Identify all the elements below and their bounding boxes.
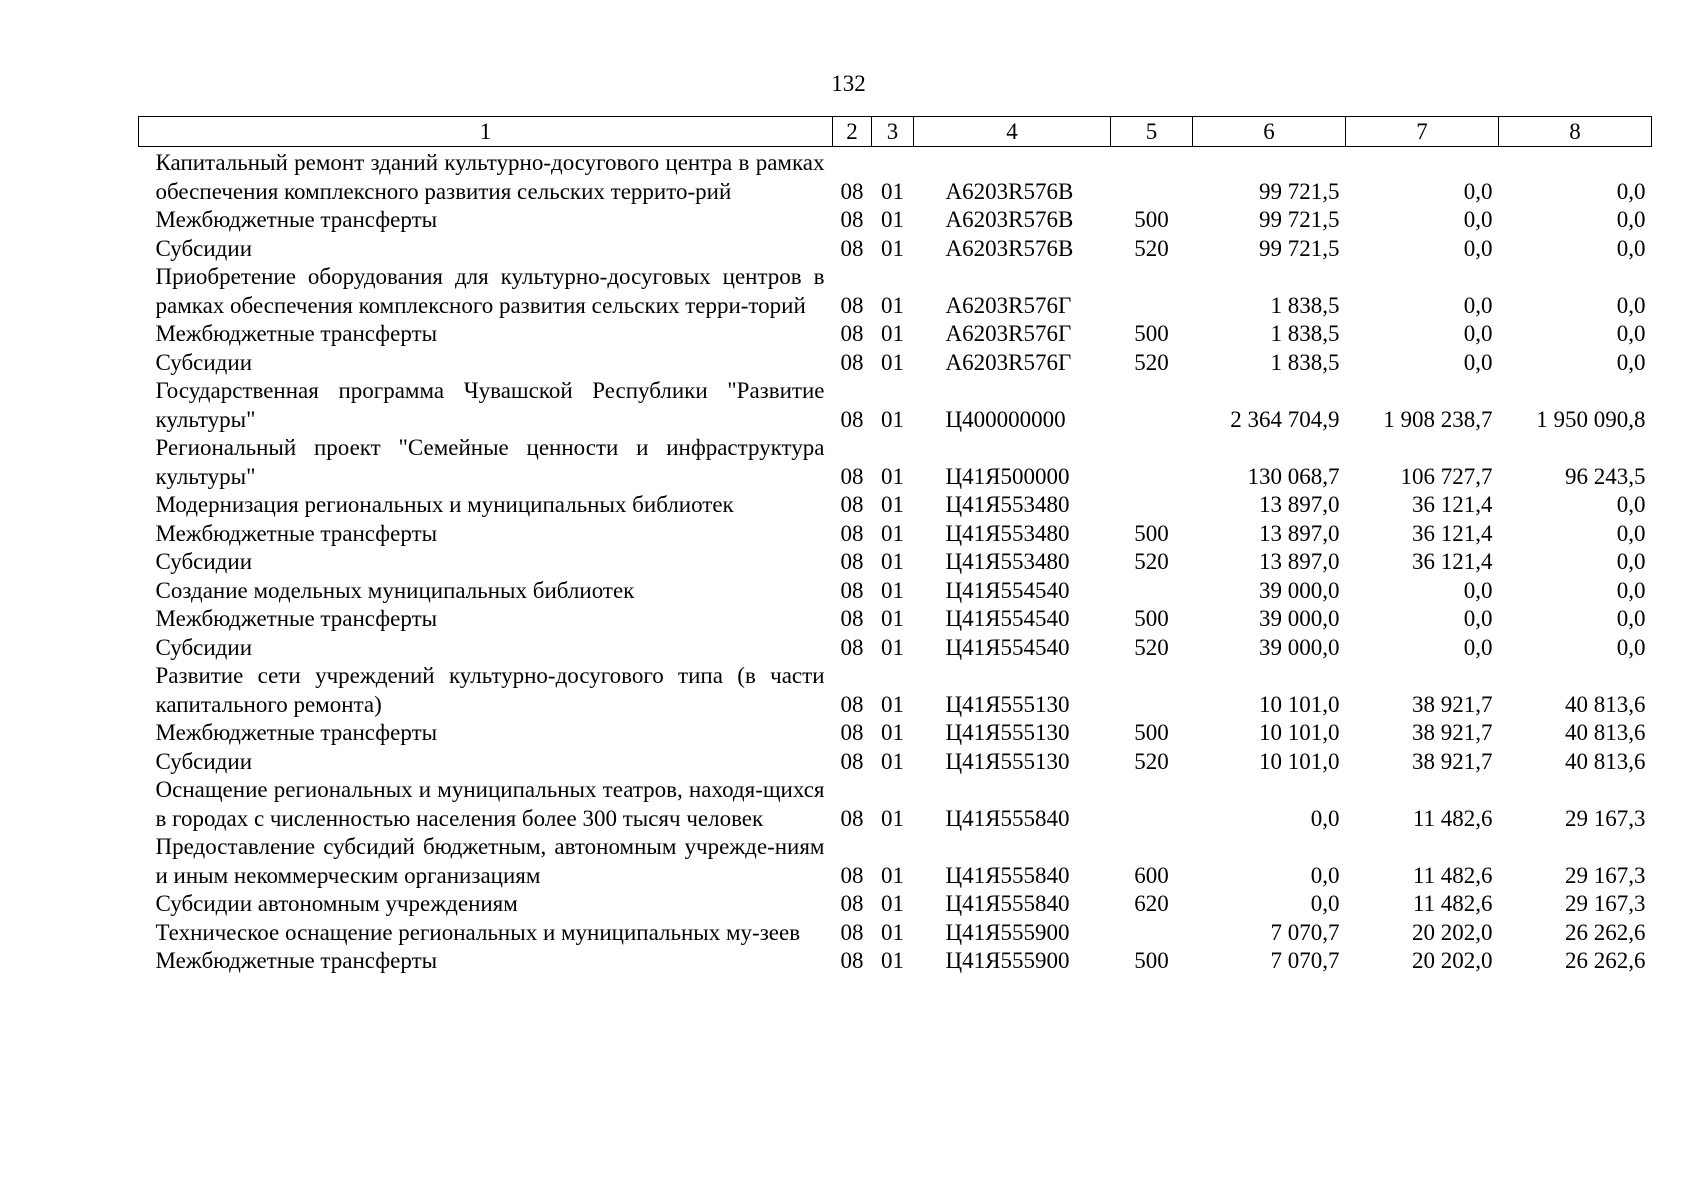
amount-col-7: 11 482,6	[1412, 862, 1493, 888]
section-code: 08	[840, 891, 864, 916]
row-name: Субсидии	[155, 235, 253, 261]
row-name: Межбюджетные трансферты	[155, 948, 438, 973]
section-code: 08	[840, 862, 864, 888]
row-name: Приобретение оборудования для культурно-досуговых центров в рамках обеспечения комплексного развития сельских терри-торий	[155, 264, 825, 318]
column-header-2: 2	[833, 117, 872, 147]
section-code: 08	[840, 520, 864, 546]
section-code: 08	[840, 321, 864, 346]
amount-col-6: 13 897,0	[1259, 520, 1340, 546]
amount-col-8: 29 167,3	[1565, 891, 1646, 916]
section-code: 08	[840, 463, 864, 489]
amount-col-7: 36 121,4	[1412, 549, 1493, 574]
target-article-code: Ц41Я555840	[945, 805, 1070, 831]
amount-col-6: 130 068,7	[1247, 463, 1340, 489]
row-name: Техническое оснащение региональных и муниципальных му-зеев	[155, 919, 801, 945]
subsection-code: 01	[881, 891, 904, 916]
row-name: Субсидии	[155, 634, 253, 660]
amount-col-6: 7 070,7	[1270, 919, 1340, 945]
amount-col-6: 1 838,5	[1270, 321, 1340, 346]
target-article-code: Ц41Я553480	[945, 492, 1070, 517]
section-code: 08	[840, 406, 864, 432]
table-row	[139, 919, 1652, 948]
amount-col-7: 38 921,7	[1412, 748, 1493, 774]
amount-col-8: 0,0	[1616, 606, 1646, 631]
amount-col-7: 0,0	[1463, 634, 1493, 660]
subsection-code: 01	[881, 948, 904, 973]
subsection-code: 01	[881, 577, 904, 603]
amount-col-6: 99 721,5	[1259, 235, 1340, 261]
subsection-code: 01	[881, 463, 904, 489]
target-article-code: А6203R576В	[945, 178, 1074, 204]
row-name: Межбюджетные трансферты	[155, 606, 438, 631]
amount-col-8: 96 243,5	[1565, 463, 1646, 489]
amount-col-7: 11 482,6	[1412, 891, 1493, 916]
amount-col-6: 13 897,0	[1259, 549, 1340, 574]
section-code: 08	[840, 577, 864, 603]
target-article-code: Ц41Я553480	[945, 549, 1070, 574]
amount-col-7: 11 482,6	[1412, 805, 1493, 831]
subsection-code: 01	[881, 520, 904, 546]
row-name: Межбюджетные трансферты	[155, 207, 438, 232]
subsection-code: 01	[881, 406, 904, 432]
page-number: 132	[831, 71, 866, 96]
amount-col-7: 36 121,4	[1412, 492, 1493, 517]
expense-type-code: 500	[1134, 520, 1169, 546]
expense-type-code: 500	[1134, 606, 1169, 631]
row-name: Предоставление субсидий бюджетным, автономным учрежде-ниям и иным некоммерческим организациям	[155, 834, 825, 888]
amount-col-7: 0,0	[1463, 321, 1493, 346]
amount-col-8: 40 813,6	[1565, 691, 1646, 717]
amount-col-8: 26 262,6	[1565, 948, 1646, 973]
amount-col-7: 0,0	[1463, 207, 1493, 232]
table-row	[139, 662, 1652, 719]
amount-col-6: 39 000,0	[1259, 577, 1340, 603]
expense-type-code: 520	[1134, 349, 1169, 375]
table-row	[139, 548, 1652, 577]
target-article-code: А6203R576Г	[945, 321, 1072, 346]
column-header-8: 8	[1499, 117, 1652, 147]
amount-col-7: 36 121,4	[1412, 520, 1493, 546]
row-name: Субсидии	[155, 748, 253, 774]
target-article-code: Ц41Я555840	[945, 862, 1070, 888]
row-name: Субсидии	[155, 349, 253, 375]
amount-col-8: 0,0	[1616, 235, 1646, 261]
table-row	[139, 748, 1652, 777]
expense-type-code	[1111, 147, 1193, 207]
section-code: 08	[840, 919, 864, 945]
section-code: 08	[840, 748, 864, 774]
expense-type-code	[1111, 662, 1193, 719]
amount-col-7: 1 908 238,7	[1383, 406, 1493, 432]
expense-type-code: 500	[1134, 720, 1169, 745]
amount-col-6: 13 897,0	[1259, 492, 1340, 517]
target-article-code: Ц41Я555130	[945, 748, 1070, 774]
table-row	[139, 605, 1652, 634]
amount-col-8: 0,0	[1616, 207, 1646, 232]
amount-col-6: 10 101,0	[1259, 748, 1340, 774]
target-article-code: Ц41Я555130	[945, 691, 1070, 717]
target-article-code: А6203R576В	[945, 207, 1074, 232]
target-article-code: Ц41Я553480	[945, 520, 1070, 546]
row-name: Государственная программа Чувашской Республики "Развитие культуры"	[155, 378, 825, 432]
amount-col-6: 1 838,5	[1270, 349, 1340, 375]
amount-col-7: 0,0	[1463, 178, 1493, 204]
row-name: Создание модельных муниципальных библиотек	[155, 577, 635, 603]
expense-type-code: 500	[1134, 948, 1169, 973]
row-name: Региональный проект "Семейные ценности и инфраструктура культуры"	[155, 435, 825, 489]
amount-col-6: 0,0	[1310, 891, 1340, 916]
section-code: 08	[840, 691, 864, 717]
amount-col-8: 0,0	[1616, 492, 1646, 517]
section-code: 08	[840, 178, 864, 204]
budget-table	[138, 116, 1652, 976]
table-row	[139, 719, 1652, 748]
amount-col-6: 10 101,0	[1259, 691, 1340, 717]
section-code: 08	[840, 549, 864, 574]
target-article-code: Ц41Я554540	[945, 606, 1070, 631]
subsection-code: 01	[881, 691, 904, 717]
subsection-code: 01	[881, 720, 904, 745]
expense-type-code: 500	[1134, 207, 1169, 232]
expense-type-code: 620	[1134, 891, 1169, 916]
subsection-code: 01	[881, 207, 904, 232]
expense-type-code	[1111, 434, 1193, 491]
amount-col-7: 0,0	[1463, 235, 1493, 261]
amount-col-8: 0,0	[1616, 292, 1646, 318]
expense-type-code	[1111, 491, 1193, 520]
column-header-7: 7	[1346, 117, 1499, 147]
subsection-code: 01	[881, 549, 904, 574]
amount-col-8: 0,0	[1616, 178, 1646, 204]
amount-col-7: 0,0	[1463, 577, 1493, 603]
section-code: 08	[840, 948, 864, 973]
expense-type-code: 500	[1134, 321, 1169, 346]
target-article-code: Ц41Я554540	[945, 634, 1070, 660]
expense-type-code: 520	[1134, 748, 1169, 774]
table-row	[139, 890, 1652, 919]
row-name: Субсидии	[155, 549, 253, 574]
table-row	[139, 263, 1652, 320]
subsection-code: 01	[881, 919, 904, 945]
amount-col-7: 106 727,7	[1400, 463, 1493, 489]
section-code: 08	[840, 492, 864, 517]
target-article-code: Ц41Я500000	[945, 463, 1070, 489]
row-name: Капитальный ремонт зданий культурно-досугового центра в рамках обеспечения комплексного развития сельских террито-рий	[155, 150, 825, 204]
expense-type-code: 520	[1134, 634, 1169, 660]
target-article-code: А6203R576В	[945, 235, 1074, 261]
subsection-code: 01	[881, 292, 904, 318]
target-article-code: Ц41Я555900	[945, 919, 1070, 945]
amount-col-8: 0,0	[1616, 577, 1646, 603]
column-header-4: 4	[914, 117, 1111, 147]
table-row	[139, 491, 1652, 520]
table-row	[139, 147, 1652, 207]
amount-col-7: 0,0	[1463, 349, 1493, 375]
expense-type-code: 520	[1134, 549, 1169, 574]
target-article-code: Ц41Я555840	[945, 891, 1070, 916]
expense-type-code: 520	[1134, 235, 1169, 261]
row-name: Межбюджетные трансферты	[155, 520, 438, 546]
table-header	[139, 117, 1652, 147]
section-code: 08	[840, 634, 864, 660]
row-name: Оснащение региональных и муниципальных театров, находя-щихся в городах с численностью населения более 300 тысяч человек	[155, 777, 825, 831]
subsection-code: 01	[881, 862, 904, 888]
amount-col-6: 2 364 704,9	[1230, 406, 1340, 432]
amount-col-7: 38 921,7	[1412, 691, 1493, 717]
section-code: 08	[840, 235, 864, 261]
section-code: 08	[840, 207, 864, 232]
header-row	[139, 117, 1652, 147]
amount-col-7: 0,0	[1463, 292, 1493, 318]
amount-col-7: 20 202,0	[1412, 919, 1493, 945]
amount-col-8: 29 167,3	[1565, 862, 1646, 888]
amount-col-8: 0,0	[1616, 321, 1646, 346]
subsection-code: 01	[881, 349, 904, 375]
amount-col-7: 0,0	[1463, 606, 1493, 631]
target-article-code: Ц41Я555900	[945, 948, 1070, 973]
target-article-code: Ц41Я555130	[945, 720, 1070, 745]
amount-col-6: 99 721,5	[1259, 207, 1340, 232]
amount-col-8: 0,0	[1616, 520, 1646, 546]
row-name: Межбюджетные трансферты	[155, 720, 438, 745]
subsection-code: 01	[881, 321, 904, 346]
amount-col-6: 1 838,5	[1270, 292, 1340, 318]
amount-col-6: 39 000,0	[1259, 606, 1340, 631]
amount-col-6: 7 070,7	[1270, 948, 1340, 973]
row-name: Субсидии автономным учреждениям	[155, 891, 518, 916]
table-row	[139, 434, 1652, 491]
expense-type-code	[1111, 919, 1193, 948]
amount-col-8: 40 813,6	[1565, 748, 1646, 774]
subsection-code: 01	[881, 178, 904, 204]
table-row	[139, 320, 1652, 349]
column-header-6: 6	[1193, 117, 1346, 147]
section-code: 08	[840, 805, 864, 831]
target-article-code: А6203R576Г	[945, 349, 1072, 375]
amount-col-6: 10 101,0	[1259, 720, 1340, 745]
table-row	[139, 776, 1652, 833]
target-article-code: Ц41Я554540	[945, 577, 1070, 603]
table-row	[139, 947, 1652, 976]
subsection-code: 01	[881, 805, 904, 831]
section-code: 08	[840, 349, 864, 375]
section-code: 08	[840, 720, 864, 745]
amount-col-6: 0,0	[1310, 805, 1340, 831]
table-row	[139, 349, 1652, 378]
column-header-5: 5	[1111, 117, 1193, 147]
amount-col-8: 26 262,6	[1565, 919, 1646, 945]
target-article-code: Ц400000000	[945, 406, 1066, 432]
section-code: 08	[840, 292, 864, 318]
row-name: Развитие сети учреждений культурно-досугового типа (в части капитального ремонта)	[155, 663, 825, 717]
expense-type-code: 600	[1134, 862, 1169, 888]
amount-col-8: 40 813,6	[1565, 720, 1646, 745]
amount-col-8: 1 950 090,8	[1536, 406, 1646, 432]
column-header-1: 1	[139, 117, 833, 147]
amount-col-8: 0,0	[1616, 549, 1646, 574]
section-code: 08	[840, 606, 864, 631]
table-row	[139, 634, 1652, 663]
row-name: Модернизация региональных и муниципальных библиотек	[155, 492, 734, 517]
amount-col-6: 0,0	[1310, 862, 1340, 888]
amount-col-8: 0,0	[1616, 349, 1646, 375]
subsection-code: 01	[881, 235, 904, 261]
amount-col-8: 29 167,3	[1565, 805, 1646, 831]
table-row	[139, 206, 1652, 235]
table-row	[139, 520, 1652, 549]
row-name: Межбюджетные трансферты	[155, 321, 438, 346]
amount-col-8: 0,0	[1616, 634, 1646, 660]
expense-type-code	[1111, 776, 1193, 833]
column-header-3: 3	[872, 117, 914, 147]
expense-type-code	[1111, 263, 1193, 320]
expense-type-code	[1111, 577, 1193, 606]
amount-col-7: 38 921,7	[1412, 720, 1493, 745]
expense-type-code	[1111, 377, 1193, 434]
subsection-code: 01	[881, 492, 904, 517]
table-row	[139, 377, 1652, 434]
amount-col-7: 20 202,0	[1412, 948, 1493, 973]
subsection-code: 01	[881, 748, 904, 774]
table-row	[139, 235, 1652, 264]
subsection-code: 01	[881, 606, 904, 631]
table-body	[139, 147, 1652, 976]
table-row	[139, 577, 1652, 606]
amount-col-6: 99 721,5	[1259, 178, 1340, 204]
subsection-code: 01	[881, 634, 904, 660]
target-article-code: А6203R576Г	[945, 292, 1072, 318]
amount-col-6: 39 000,0	[1259, 634, 1340, 660]
table-row	[139, 833, 1652, 890]
